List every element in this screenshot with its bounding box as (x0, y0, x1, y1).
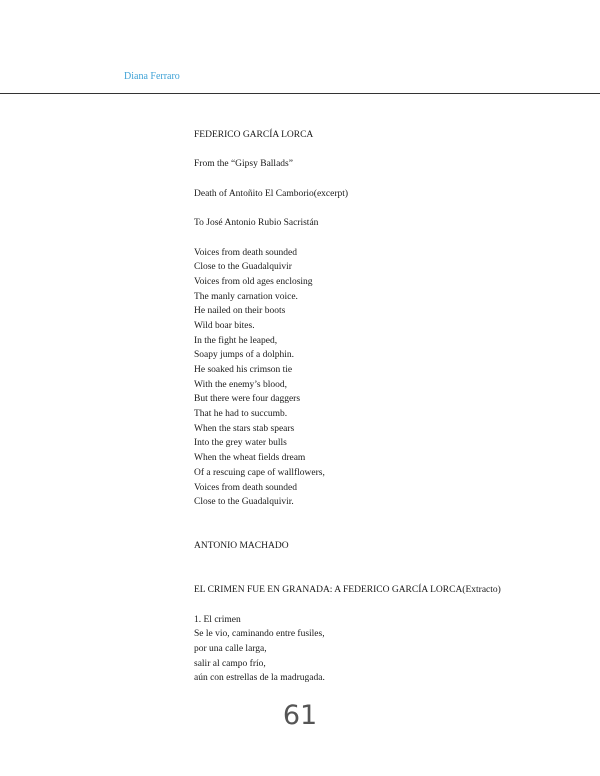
machado-poem-title: EL CRIMEN FUE EN GRANADA: A FEDERICO GARCÍA LORCA(Extracto) (194, 585, 501, 596)
poem-line: When the stars stab spears (194, 423, 295, 434)
header-rule (0, 93, 600, 94)
poem-line: Soapy jumps of a dolphin. (194, 350, 295, 361)
poem-line: Close to the Guadalquivir. (194, 497, 294, 508)
poem-line: aún con estrellas de la madrugada. (194, 673, 325, 684)
poem-line: That he had to succumb. (194, 409, 288, 420)
poem-line: Of a rescuing cape of wallflowers, (194, 467, 325, 478)
poem-line: Close to the Guadalquivir (194, 262, 292, 273)
poem-line: He soaked his crimson tie (194, 365, 293, 375)
poem-line: But there were four daggers (194, 394, 301, 405)
poem-line: Wild boar bites. (194, 320, 255, 331)
poem-line: In the fight he leaped, (194, 335, 278, 346)
lorca-author-heading: FEDERICO GARCÍA LORCA (194, 130, 314, 140)
poem-line: salir al campo frío, (194, 658, 266, 669)
page-number: 61 (282, 700, 318, 731)
machado-author-heading: ANTONIO MACHADO (194, 541, 289, 552)
poem-line: He nailed on their boots (194, 306, 286, 317)
poem-line: Voices from old ages enclosing (194, 276, 313, 287)
poem-line: Voices from death sounded (194, 247, 297, 258)
page-content (194, 128, 574, 686)
poem-line: When the wheat fields dream (194, 453, 306, 464)
machado-section-heading: 1. El crimen (194, 614, 241, 625)
poem-line: Into the grey water bulls (194, 438, 287, 449)
poem-line: The manly carnation voice. (194, 291, 298, 302)
poem-line: With the enemy’s blood, (194, 379, 288, 390)
lorca-source: From the “Gipsy Ballads” (194, 159, 293, 170)
running-header-author: Diana Ferraro (124, 71, 180, 82)
lorca-poem-stanza (194, 246, 574, 510)
poem-line: Se le vio, caminando entre fusiles, (194, 629, 325, 640)
machado-poem-stanza (194, 627, 574, 686)
lorca-poem-title: Death of Antoñito El Camborio(excerpt) (194, 188, 349, 199)
lorca-dedication: To José Antonio Rubio Sacristán (194, 218, 319, 229)
poem-line: Voices from death sounded (194, 482, 297, 493)
poem-line: por una calle larga, (194, 644, 267, 655)
